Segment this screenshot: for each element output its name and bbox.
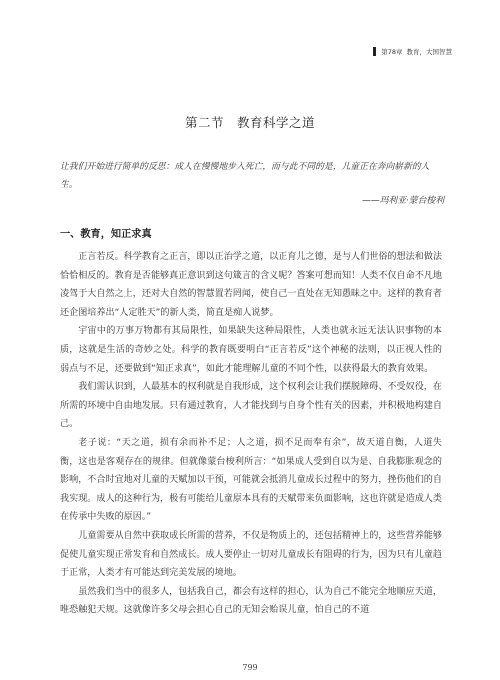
header-chapter-label: 第78章 bbox=[381, 48, 403, 56]
body-text bbox=[60, 248, 442, 620]
running-header bbox=[373, 47, 452, 56]
paragraph: 老子说：“天之道，损有余而补不足；人之道，损不足而奉有余”，故天道自衡，人道失衡，这也是客观存在的规律。但就像蒙台梭利所言：“如果成人受到自以为是、自我膨胀观念的影响，不合时宜地对儿童的天赋加以干预，可能就会抵消儿童成长过程中的努力，挫伤他们的自我实现。成人的这种行为，极有可能给儿童原本具有的天赋带来负面影响，这也许就是造成人类在传承中失败的原因。” bbox=[60, 437, 442, 523]
paragraph: 虽然我们当中的很多人，包括我自己，都会有这样的担心，认为自己不能完全地顺应天道，唯恐触犯天规。这就像许多父母会担心自己的无知会贻误儿童，怕自己的不道 bbox=[60, 586, 442, 616]
subheading: 一、教育，知正求真 bbox=[60, 229, 152, 240]
epigraph-source: ——玛利亚·蒙台梭利 bbox=[362, 196, 444, 206]
header-chapter-title: 教育，大国智慧 bbox=[406, 48, 452, 56]
header-bar-mark bbox=[373, 47, 376, 56]
page-number: 799 bbox=[242, 663, 258, 672]
paragraph: 正言若反。科学教育之正言，即以正治学之道，以正育儿之德，是与人们世俗的想法和做法恰恰相反的。教育是否能够真正意识到这句箴言的含义呢？答案可想而知！人类不仅自命不凡地凌驾于大自然之上，还对大自然的智慧置若罔闻，使自己一直处在无知愚昧之中。这样的教育者还企图培养出“人定胜天”的新人类，简直是痴人说梦。 bbox=[60, 252, 442, 318]
section-title: 第二节 教育科学之道 bbox=[184, 115, 315, 130]
paragraph: 宇宙中的万事万物都有其局限性，如果缺失这种局限性，人类也就永远无法认识事物的本质，这就是生活的奇妙之处。科学的教育既要明白“正言若反”这个神秘的法则，以正视人性的弱点与不足，还要做到“知正求真”，如此才能理解儿童的不同个性，以获得最大的教育效果。 bbox=[60, 326, 442, 374]
paragraph: 我们需认识到，人最基本的权利就是自我形成，这个权利会让我们摆脱障碍、不受奴役，在所需的环境中自由地发展。只有通过教育，人才能找到与自身个性有关的因素，并积极地构建自己。 bbox=[60, 382, 442, 430]
epigraph-quote: 让我们开始进行简单的反思：成人在慢慢地步入死亡，而与此不同的是，儿童正在奔向崭新的人生。 bbox=[60, 162, 430, 190]
paragraph: 儿童需要从自然中获取成长所需的营养，不仅是物质上的，还包括精神上的，这些营养能够促使儿童实现正常发育和自然成长。成人要停止一切对儿童成长有阻碍的行为，因为只有儿童趋于正常，人类才有可能达到完美发展的境地。 bbox=[60, 530, 442, 579]
